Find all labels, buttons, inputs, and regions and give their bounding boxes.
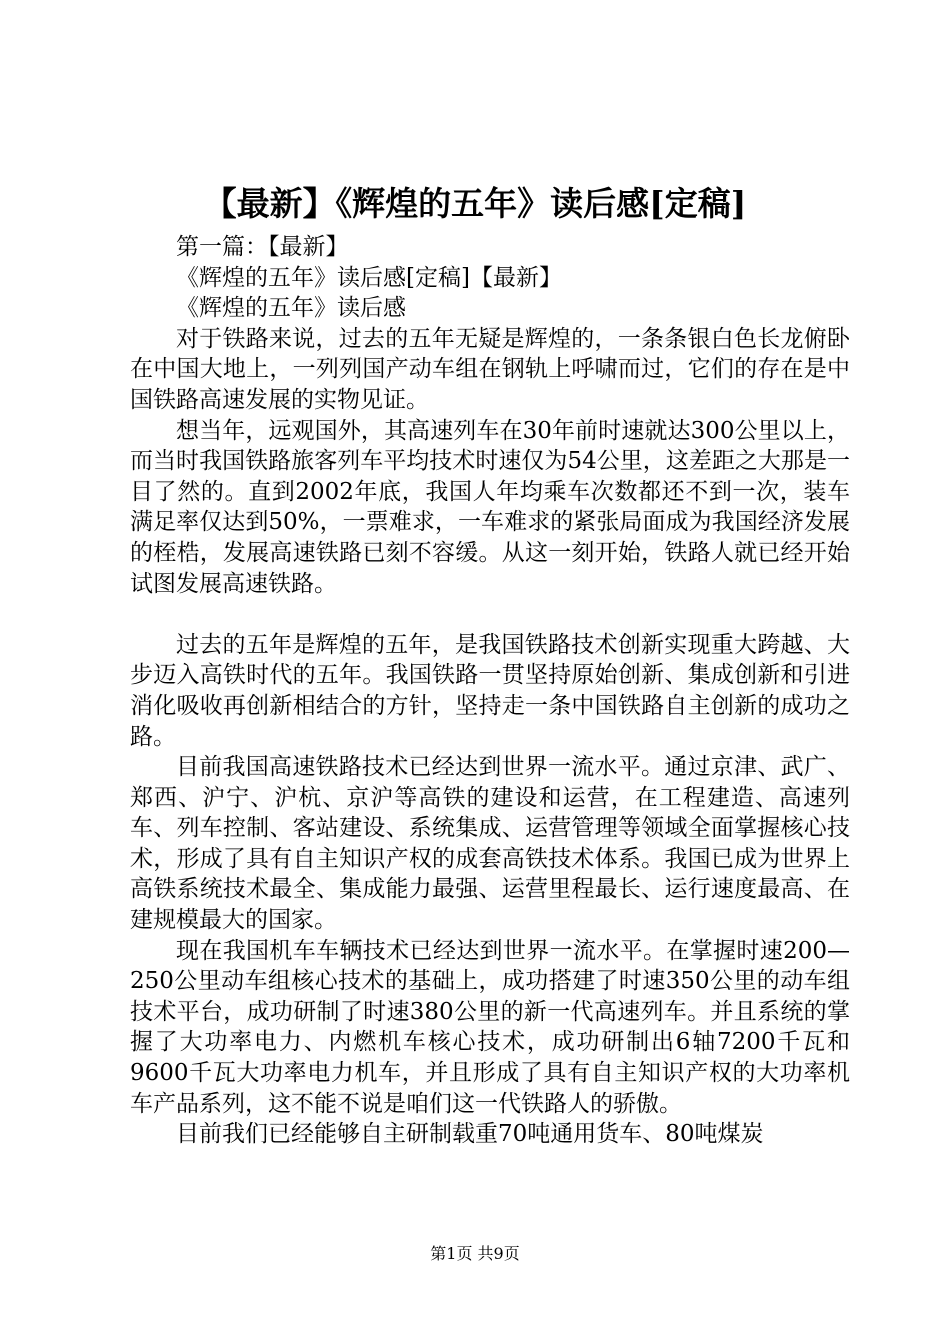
body-paragraph: 过去的五年是辉煌的五年，是我国铁路技术创新实现重大跨越、大步迈入高铁时代的五年。我国铁路一贯坚持原始创新、集成创新和引进消化吸收再创新相结合的方针，坚持走一条中国铁路自主创新的成功之路。	[130, 631, 850, 750]
subtitle-line: 《辉煌的五年》读后感[定稿]【最新】	[176, 264, 562, 291]
section-heading: 第一篇：【最新】	[176, 234, 349, 260]
page-footer: 第1页 共9页	[430, 1244, 520, 1263]
body-paragraph: 对于铁路来说，过去的五年无疑是辉煌的，一条条银白色长龙俯卧在中国大地上，一列列国产动车组在钢轨上呼啸而过，它们的存在是中国铁路高速发展的实物见证。	[130, 325, 850, 413]
body-paragraph: 目前我国高速铁路技术已经达到世界一流水平。通过京津、武广、郑西、沪宁、沪杭、京沪等高铁的建设和运营，在工程建造、高速列车、列车控制、客站建设、系统集成、运营管理等领域全面掌握核心技术，形成了具有自主知识产权的成套高铁技术体系。我国已成为世界上高铁系统技术最全、集成能力最强、运营里程最长、运行速度最高、在建规模最大的国家。	[130, 754, 850, 934]
body-paragraph: 现在我国机车车辆技术已经达到世界一流水平。在掌握时速200—250公里动车组核心技术的基础上，成功搭建了时速350公里的动车组技术平台，成功研制了时速380公里的新一代高速列车。并且系统的掌握了大功率电力、内燃机车核心技术，成功研制出6轴7200千瓦和9600千瓦大功率电力机车，并且形成了具有自主知识产权的大功率机车产品系列，这不能不说是咱们这一代铁路人的骄傲。	[130, 937, 850, 1117]
document-body	[130, 232, 850, 1150]
body-paragraph: 想当年，远观国外，其高速列车在30年前时速就达300公里以上，而当时我国铁路旅客列车平均技术时速仅为54公里，这差距之大那是一目了然的。直到2002年底，我国人年均乘车次数都还不到一次，装车满足率仅达到50%，一票难求，一车难求的紧张局面成为我国经济发展的桎梏，发展高速铁路已刻不容缓。从这一刻开始，铁路人就已经开始试图发展高速铁路。	[130, 417, 850, 597]
document-title: 【最新】《辉煌的五年》读后感[定稿]	[203, 184, 747, 223]
subtitle-line: 《辉煌的五年》读后感	[176, 295, 406, 322]
body-paragraph: 目前我们已经能够自主研制载重70吨通用货车、80吨煤炭	[176, 1121, 764, 1148]
